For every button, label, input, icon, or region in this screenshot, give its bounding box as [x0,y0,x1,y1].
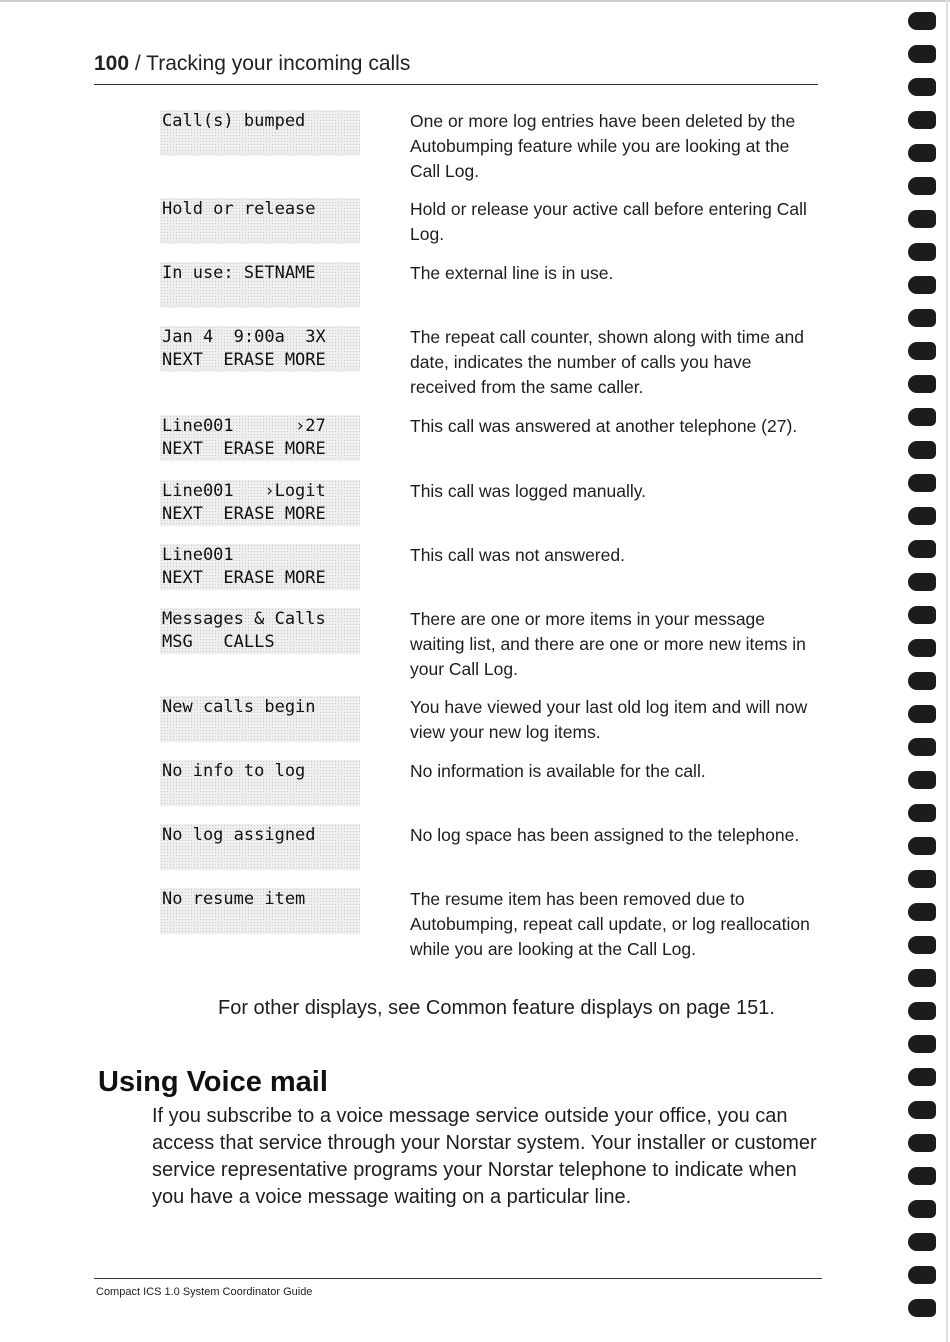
lcd-line-1: Hold or release [162,199,316,219]
page-number: 100 [94,52,130,75]
binding-ring [908,672,936,690]
binding-ring [908,474,936,492]
binding-ring [908,375,936,393]
header-rule [94,84,818,85]
binding-ring [908,144,936,162]
display-description: This call was logged manually. [410,481,647,501]
lcd-display [160,696,360,742]
lcd-line-1: Messages & Calls [162,609,326,629]
binding-ring [908,771,936,789]
binding-ring [908,441,936,459]
binding-ring [908,870,936,888]
lcd-line-2 [162,285,360,308]
lcd-display [160,888,360,934]
binding-ring [908,837,936,855]
top-rule [0,0,950,2]
display-description: There are one or more items in your message waiting list, and there are one or more new items in your Call Log. [410,609,806,679]
binding-ring [908,276,936,294]
binding-ring [908,243,936,261]
binding-ring [908,639,936,657]
binding-ring [908,408,936,426]
lcd-display [160,326,360,372]
lcd-display [160,415,360,461]
lcd-display [160,760,360,806]
lcd-line-1: No log assigned [162,825,316,845]
binding-ring [908,1101,936,1119]
lcd-display [160,198,360,244]
lcd-line-1: No info to log [162,761,306,781]
lcd-display [160,824,360,870]
binding-ring [908,342,936,360]
lcd-line-1: In use: SETNAME [162,263,316,283]
display-description: You have viewed your last old log item and will now view your new log items. [410,697,808,742]
binding-ring [908,969,936,987]
binding-ring [908,1002,936,1020]
binding-ring [908,1167,936,1185]
binding-ring [908,1299,936,1317]
display-description: Hold or release your active call before entering Call Log. [410,199,807,244]
binding-ring [908,111,936,129]
lcd-line-2 [162,133,360,156]
spiral-binding [906,0,950,1342]
footer-rule [94,1278,822,1279]
lcd-line-1: New calls begin [162,697,316,717]
lcd-line-2 [162,911,360,934]
binding-ring [908,1233,936,1251]
section-title: Using Voice mail [98,1066,328,1098]
lcd-line-2: NEXT ERASE MORE [162,350,326,370]
display-description: No information is available for the call. [410,761,706,781]
binding-ring [908,309,936,327]
binding-ring [908,738,936,756]
section-body: If you subscribe to a voice message service outside your office, you can access that service through your Norstar system. Your installer or customer service representative programs your Norstar telephone to indicate when you have a voice message waiting on a particular line. [152,1105,817,1208]
lcd-line-2 [162,783,360,806]
lcd-line-1: Line001 [162,545,234,565]
page-footer: Compact ICS 1.0 System Coordinator Guide [96,1286,313,1298]
binding-ring [908,12,936,30]
lcd-line-1: No resume item [162,889,306,909]
binding-ring [908,1134,936,1152]
header-separator: / [129,52,147,75]
lcd-line-2 [162,847,360,870]
page-edge [946,0,948,1342]
binding-ring [908,540,936,558]
lcd-line-1: Jan 4 9:00a 3X [162,327,326,347]
display-description: The external line is in use. [410,263,614,283]
binding-ring [908,705,936,723]
binding-ring [908,78,936,96]
lcd-display [160,480,360,526]
display-description: This call was not answered. [410,545,625,565]
binding-ring [908,804,936,822]
binding-ring [908,903,936,921]
binding-ring [908,936,936,954]
lcd-line-2: NEXT ERASE MORE [162,504,326,524]
lcd-line-1: Line001 ›Logit [162,481,326,501]
lcd-line-1: Line001 ›27 [162,416,326,436]
lcd-line-2 [162,719,360,742]
lcd-display [160,608,360,654]
binding-ring [908,606,936,624]
lcd-display [160,110,360,156]
lcd-line-2: NEXT ERASE MORE [162,439,326,459]
display-description: One or more log entries have been deleted by the Autobumping feature while you are looking at the Call Log. [410,111,796,181]
binding-ring [908,1035,936,1053]
binding-ring [908,1200,936,1218]
chapter-title: Tracking your incoming calls [146,52,411,75]
other-displays-note: For other displays, see Common feature displays on page 151. [218,997,775,1019]
display-description: The repeat call counter, shown along with time and date, indicates the number of calls you have received from the same caller. [410,327,804,397]
binding-ring [908,1266,936,1284]
page-header [94,52,410,76]
lcd-line-1: Call(s) bumped [162,111,306,131]
binding-ring [908,45,936,63]
binding-ring [908,507,936,525]
binding-ring [908,177,936,195]
display-description: No log space has been assigned to the telephone. [410,825,800,845]
lcd-line-2: NEXT ERASE MORE [162,568,326,588]
lcd-line-2: MSG CALLS [162,632,275,652]
lcd-display [160,262,360,308]
binding-ring [908,210,936,228]
lcd-display [160,544,360,590]
display-description: The resume item has been removed due to Autobumping, repeat call update, or log reallocation while you are looking at the Call Log. [410,889,810,959]
lcd-line-2 [162,221,360,244]
binding-ring [908,573,936,591]
display-description: This call was answered at another telephone (27). [410,416,798,436]
binding-ring [908,1068,936,1086]
